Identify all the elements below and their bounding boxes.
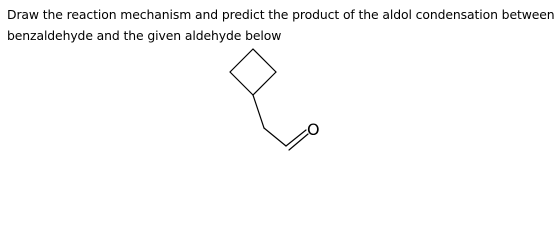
ring-bond-top-right bbox=[253, 49, 276, 72]
ring-bond-bottom-left bbox=[230, 72, 253, 95]
ch2-to-carbonyl-bond bbox=[264, 128, 286, 146]
question-line-1: Draw the reaction mechanism and predict the product of the aldol condensation between bbox=[7, 7, 555, 22]
ring-bond-bottom-right bbox=[253, 72, 276, 95]
question-line-2: benzaldehyde and the given aldehyde below bbox=[7, 28, 282, 43]
oxygen-atom-label: O bbox=[307, 120, 320, 139]
ring-bond-top-left bbox=[230, 49, 253, 72]
ring-to-ch2-bond bbox=[253, 95, 264, 128]
